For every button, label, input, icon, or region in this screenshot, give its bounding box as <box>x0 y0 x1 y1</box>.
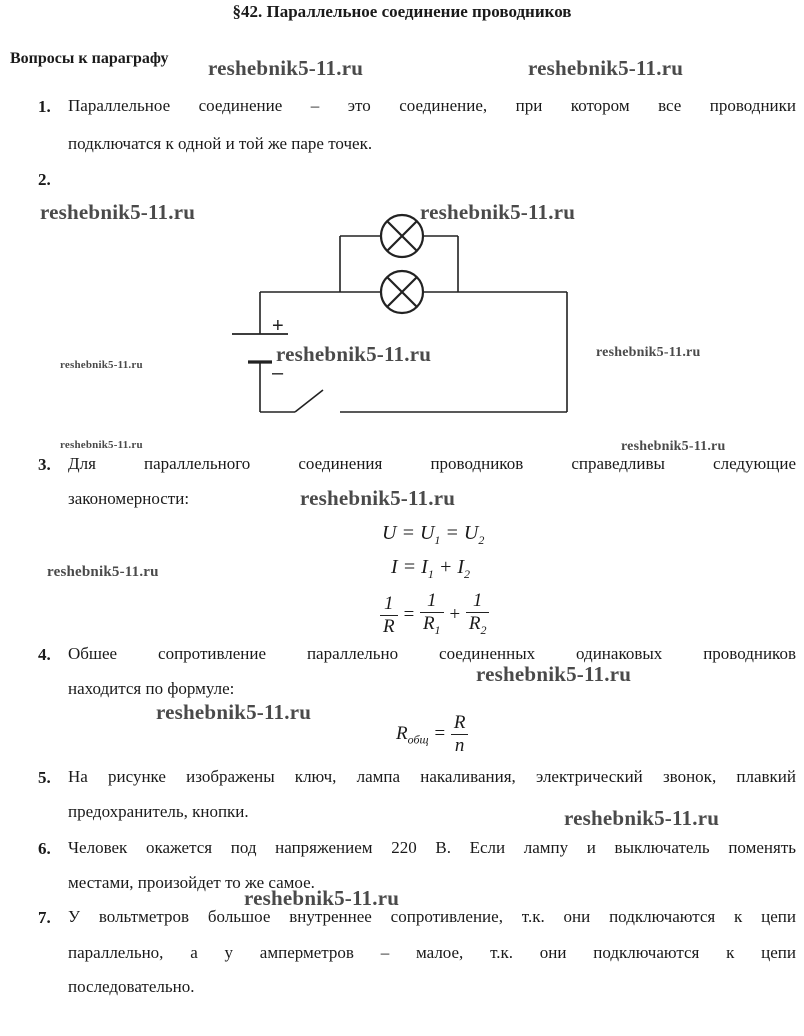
item-1-line-1: Параллельное соединение – это соединение, при котором все проводники <box>68 96 796 115</box>
formula-current: $I = I_1 + I_2$ <box>391 556 471 581</box>
item-7-line-2: параллельно, а у амперметров – малое, т.к. они подключаются к цепи <box>68 943 796 962</box>
plus-sign: + <box>272 315 284 337</box>
item-4-line-2: находится по формуле: <box>68 679 235 698</box>
watermark: reshebnik5-11.ru <box>596 345 701 360</box>
section-subtitle: Вопросы к параграфу <box>10 50 169 67</box>
item-number-1: 1. <box>38 97 51 116</box>
lamp-icon <box>381 215 423 257</box>
item-3-line-2: закономерности: <box>68 489 190 508</box>
item-number-2: 2. <box>38 170 51 189</box>
watermark: reshebnik5-11.ru <box>156 700 312 724</box>
item-number-7: 7. <box>38 908 51 927</box>
item-6-line-1: Человек окажется под напряжением 220 В. Если лампу и выключатель поменять <box>68 838 796 857</box>
item-3-line-1: Для параллельного соединения проводников справедливы следующие <box>68 454 796 473</box>
minus-sign: – <box>272 362 284 384</box>
watermark: reshebnik5-11.ru <box>420 200 576 224</box>
item-number-5: 5. <box>38 768 51 787</box>
item-4-line-1: Обшее сопротивление параллельно соединенных одинаковых проводников <box>68 644 796 663</box>
formula-resistance-sum: $\frac{1}{R}$ = $\frac{1}{R_1}$ + $\frac{1}{R_2}$ <box>380 590 489 641</box>
switch-icon <box>295 390 323 412</box>
watermark: reshebnik5-11.ru <box>60 439 143 451</box>
item-7-line-1: У вольтметров большое внутреннее сопротивление, т.к. они подключаются к цепи <box>68 907 796 926</box>
item-6-line-2: местами, произойдет то же самое. <box>68 873 315 892</box>
item-number-4: 4. <box>38 645 51 664</box>
item-5-line-2: предохранитель, кнопки. <box>68 802 249 821</box>
watermark: reshebnik5-11.ru <box>300 486 456 510</box>
page-title: §42. Параллельное соединение проводников <box>232 2 572 21</box>
formula-total-resistance: $R_{общ}$ = $\frac{R}{n}$ <box>396 712 468 757</box>
formula-voltage: $U = U_1 = U_2$ <box>382 522 485 547</box>
watermark: reshebnik5-11.ru <box>276 342 432 366</box>
watermark: reshebnik5-11.ru <box>621 439 726 454</box>
lamp-icon <box>381 271 423 313</box>
item-number-6: 6. <box>38 839 51 858</box>
watermark: reshebnik5-11.ru <box>528 56 684 80</box>
watermark: reshebnik5-11.ru <box>476 662 632 686</box>
watermark: reshebnik5-11.ru <box>40 200 196 224</box>
watermark: reshebnik5-11.ru <box>60 359 143 371</box>
parallel-circuit-diagram <box>220 212 580 422</box>
item-1-line-2: подключатся к одной и той же паре точек. <box>68 134 373 153</box>
item-5-line-1: На рисунке изображены ключ, лампа накаливания, электрический звонок, плавкий <box>68 767 796 786</box>
watermark: reshebnik5-11.ru <box>564 806 720 830</box>
watermark: reshebnik5-11.ru <box>244 886 400 910</box>
item-7-line-3: последовательно. <box>68 977 195 996</box>
item-number-3: 3. <box>38 455 51 474</box>
watermark: reshebnik5-11.ru <box>208 56 364 80</box>
watermark: reshebnik5-11.ru <box>47 564 159 580</box>
